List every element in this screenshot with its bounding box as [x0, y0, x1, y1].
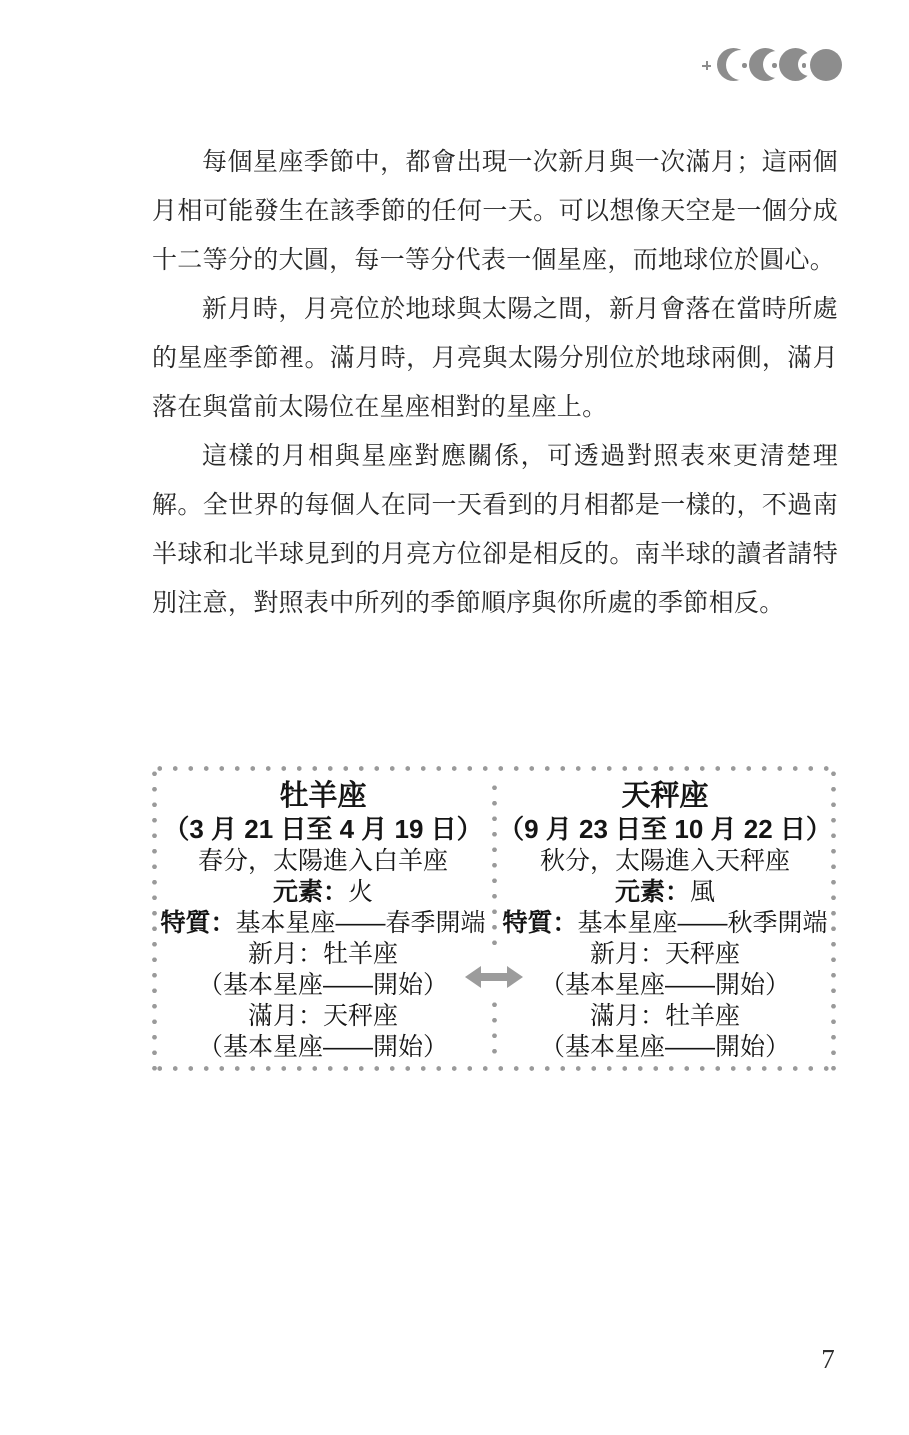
aries-column [152, 766, 494, 1071]
page-number: 7 [821, 1344, 835, 1374]
crescent-medium-icon [749, 48, 782, 81]
paragraph-3: 這樣的月相與星座對應關係，可透過對照表來更清楚理解。全世界的每個人在同一天看到的月相都是一樣的，不過南半球和北半球見到的月亮方位卻是相反的。南半球的讀者請特別注意，對照表中所列的季節順序與你所處的季節相反。 [152, 443, 838, 617]
new-moon-line: 新月：天秤座 [589, 940, 740, 968]
new-moon-note: （基本星座——開始） [197, 971, 448, 999]
equinox-line: 春分，太陽進入白羊座 [197, 847, 448, 875]
quality-value: 基本星座——春季開端 [235, 909, 486, 937]
paragraph-2: 新月時，月亮位於地球與太陽之間，新月會落在當時所處的星座季節裡。滿月時，月亮與太陽分別位於地球兩側，滿月落在與當前太陽位在星座相對的星座上。 [152, 296, 838, 421]
full-moon-note: （基本星座——開始） [197, 1033, 448, 1061]
body-text [152, 138, 838, 628]
quality-line [152, 908, 494, 939]
full-moon-line: 滿月：牡羊座 [589, 1002, 740, 1030]
equinox-line: 秋分，太陽進入天秤座 [539, 847, 790, 875]
moon-phases-ornament [700, 48, 846, 84]
element-line [494, 877, 836, 908]
dotted-divider [492, 780, 497, 1057]
paragraph-1: 每個星座季節中，都會出現一次新月與一次滿月；這兩個月相可能發生在該季節的任何一天。可以想像天空是一個分成十二等分的大圓，每一等分代表一個星座，而地球位於圓心。 [152, 149, 838, 274]
quality-label: 特質： [502, 909, 578, 937]
new-moon-line: 新月：牡羊座 [247, 940, 398, 968]
crescent-thick-icon [779, 48, 812, 81]
dot-icon [742, 63, 747, 68]
left-right-arrow-icon [461, 954, 527, 1000]
libra-column [494, 766, 836, 1071]
zodiac-title: 牡羊座 [279, 780, 367, 812]
element-line [152, 877, 494, 908]
plus-star-icon [702, 61, 711, 70]
new-moon-note: （基本星座——開始） [539, 971, 790, 999]
element-label: 元素： [272, 878, 348, 906]
full-moon-note: （基本星座——開始） [539, 1033, 790, 1061]
quality-label: 特質： [160, 909, 236, 937]
zodiac-title: 天秤座 [621, 780, 709, 812]
quality-line [494, 908, 836, 939]
full-moon-line: 滿月：天秤座 [247, 1002, 398, 1030]
dot-icon [772, 63, 777, 68]
element-value: 風 [690, 878, 716, 906]
element-label: 元素： [614, 878, 690, 906]
full-moon-icon [810, 49, 842, 81]
quality-value: 基本星座——秋季開端 [577, 909, 828, 937]
zodiac-comparison-box [152, 766, 836, 1071]
zodiac-date-range: （3 月 21 日至 4 月 19 日） [163, 814, 483, 844]
dot-icon [802, 63, 807, 68]
element-value: 火 [348, 878, 374, 906]
zodiac-date-range: （9 月 23 日至 10 月 22 日） [498, 814, 832, 844]
